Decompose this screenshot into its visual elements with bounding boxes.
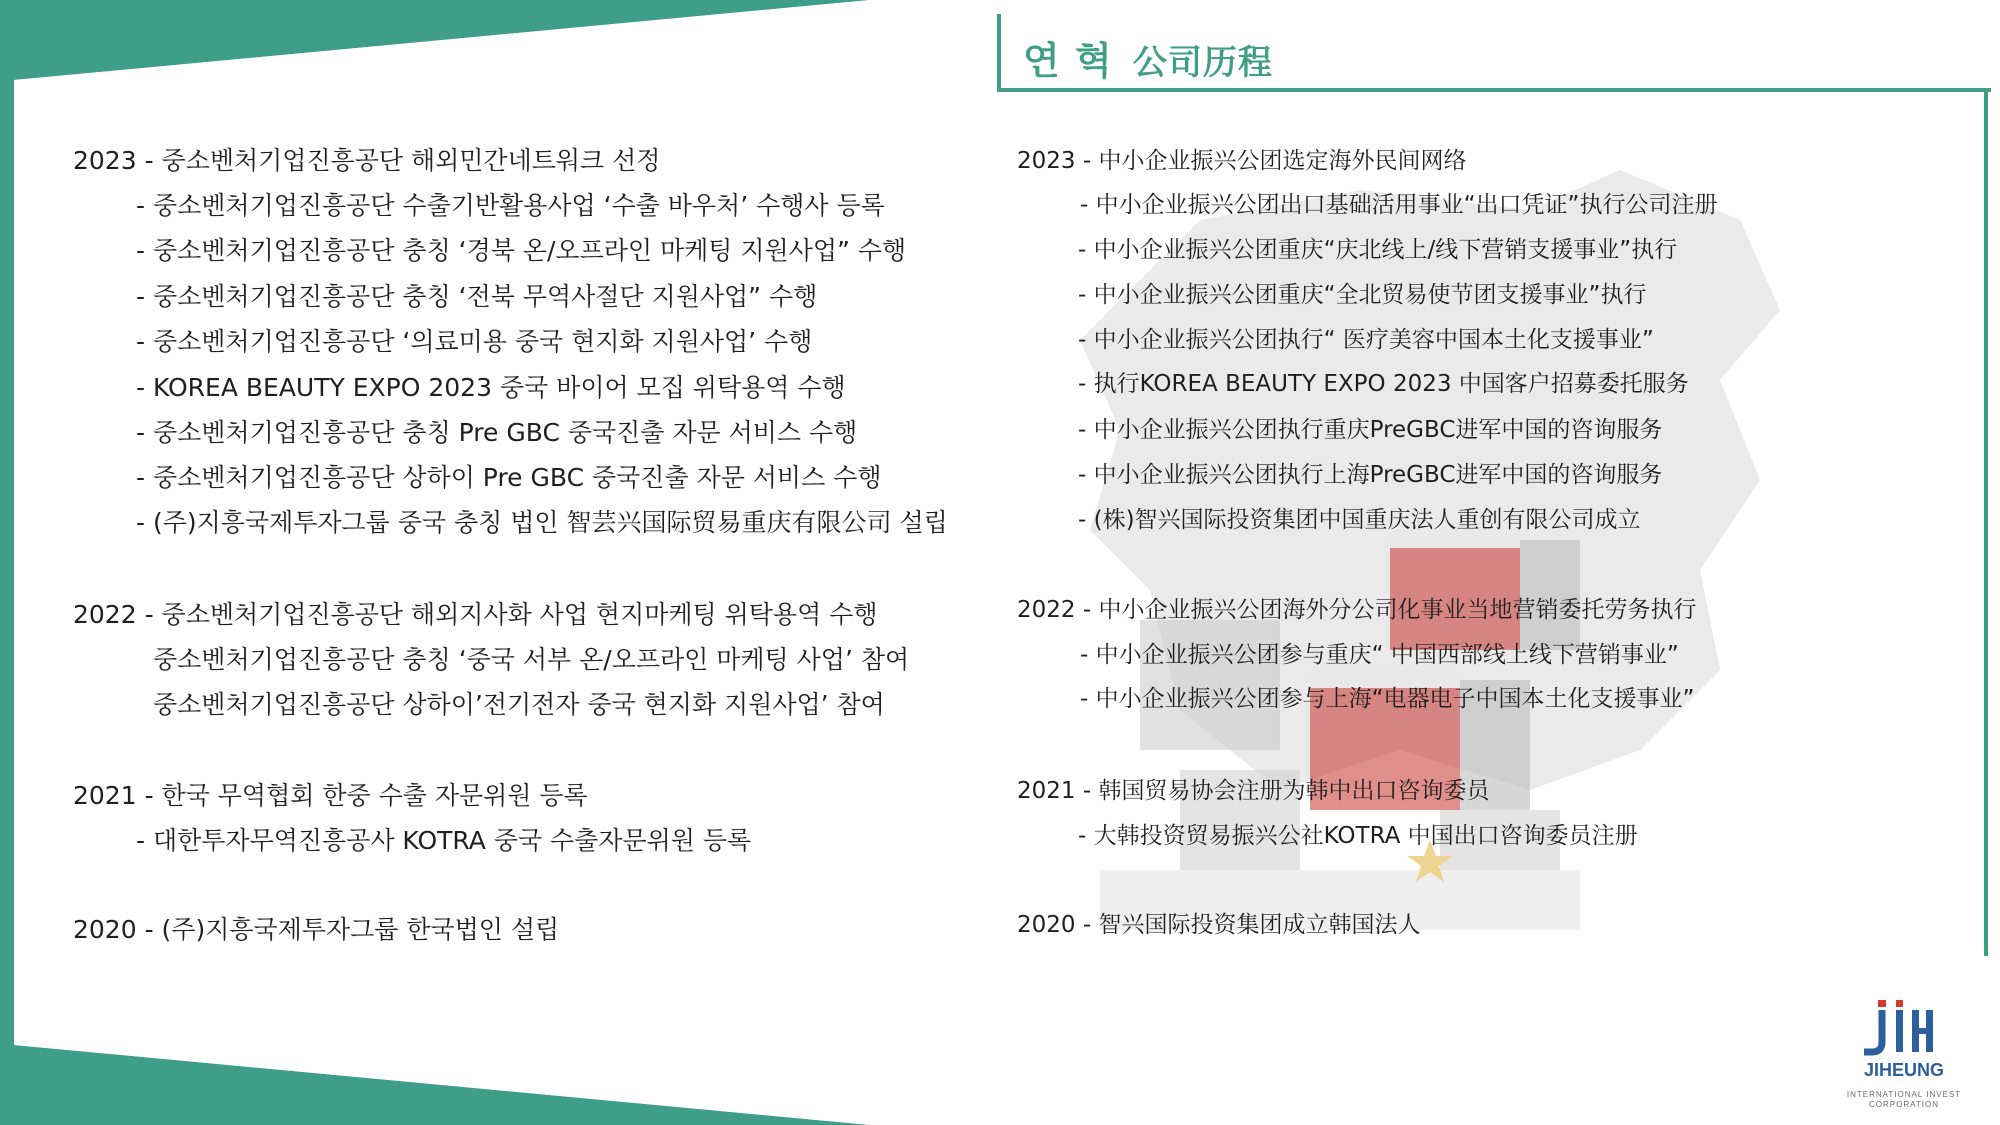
chinese-timeline-line: 2020 - 智兴国际投资集团成立韩国法人 <box>1017 912 1421 938</box>
chinese-timeline-line: - (株)智兴国际投资集团中国重庆法人重创有限公司成立 <box>1078 507 1641 533</box>
chinese-timeline-line: - 执行KOREA BEAUTY EXPO 2023 中国客户招募委托服务 <box>1078 371 1689 397</box>
chinese-timeline-line: - 中小企业振兴公团执行“ 医疗美容中国本土化支援事业” <box>1078 327 1654 353</box>
korean-timeline-line: - 중소벤처기업진흥공단 충칭 ‘경북 온/오프라인 마케팅 지원사업” 수행 <box>136 236 907 265</box>
logo-subtitle-line: CORPORATION <box>1869 1100 1939 1109</box>
chinese-timeline-line: 2022 - 中小企业振兴公团海外分公司化事业当地营销委托劳务执行 <box>1017 597 1697 623</box>
chinese-timeline-line: 2023 - 中小企业振兴公团选定海外民间网络 <box>1017 148 1467 174</box>
chinese-timeline-line: - 大韩投资贸易振兴公社KOTRA 中国出口咨询委员注册 <box>1078 823 1638 849</box>
title-chinese: 公司历程 <box>1132 43 1273 83</box>
logo-subtitle-line: INTERNATIONAL INVEST <box>1846 1090 1962 1099</box>
chinese-timeline-line: - 中小企业振兴公团参与重庆“ 中国西部线上线下营销事业” <box>1080 642 1679 668</box>
logo-subtitle <box>1828 1090 1980 1110</box>
korean-timeline-line: 2023 - 중소벤처기업진흥공단 해외민간네트워크 선정 <box>73 146 661 175</box>
chinese-timeline-line: - 中小企业振兴公团重庆“全北贸易使节团支援事业”执行 <box>1078 282 1647 308</box>
logo-name: JIHEUNG <box>1863 1060 1944 1080</box>
right-border-line <box>1984 88 1988 956</box>
korean-timeline-line: - (주)지흥국제투자그룹 중국 충칭 법인 智芸兴国际贸易重庆有限公司 설립 <box>136 508 948 537</box>
korean-timeline-line: 중소벤처기업진흥공단 상하이’전기전자 중국 현지화 지원사업’ 참여 <box>153 690 885 719</box>
korean-timeline-line: - 중소벤처기업진흥공단 ‘의료미용 중국 현지화 지원사업’ 수행 <box>136 327 813 356</box>
chinese-timeline-line: - 中小企业振兴公团出口基础活用事业“出口凭证”执行公司注册 <box>1080 192 1718 218</box>
korean-timeline-line: 2020 - (주)지흥국제투자그룹 한국법인 설립 <box>73 915 560 944</box>
korean-timeline-line: - 대한투자무역진흥공사 KOTRA 중국 수출자문위원 등록 <box>136 826 752 855</box>
korean-timeline-line: 2021 - 한국 무역협회 한중 수출 자문위원 등록 <box>73 781 588 810</box>
jiheung-logo-mark-icon <box>1828 998 1980 1058</box>
korean-timeline-line: - 중소벤처기업진흥공단 충칭 ‘전북 무역사절단 지원사업” 수행 <box>136 282 818 311</box>
title-box <box>997 14 1991 92</box>
chinese-timeline-line: - 中小企业振兴公团执行重庆PreGBC进军中国的咨询服务 <box>1078 417 1663 443</box>
korean-timeline-line: - 중소벤처기업진흥공단 상하이 Pre GBC 중국진출 자문 서비스 수행 <box>136 463 882 492</box>
chinese-timeline-line: - 中小企业振兴公团参与上海“电器电子中国本土化支援事业” <box>1080 686 1695 712</box>
korean-timeline-line: - 중소벤처기업진흥공단 수출기반활용사업 ‘수출 바우처’ 수행사 등록 <box>136 191 885 220</box>
chinese-timeline-line: 2021 - 韩国贸易协会注册为韩中出口咨询委员 <box>1017 778 1490 804</box>
korean-timeline-line: - 중소벤처기업진흥공단 충칭 Pre GBC 중국진출 자문 서비스 수행 <box>136 418 858 447</box>
korean-timeline-line: 중소벤처기업진흥공단 충칭 ‘중국 서부 온/오프라인 마케팅 사업’ 참여 <box>153 645 910 674</box>
chinese-timeline-line: - 中小企业振兴公团执行上海PreGBC进军中国的咨询服务 <box>1078 462 1663 488</box>
chinese-timeline-line: - 中小企业振兴公团重庆“庆北线上/线下营销支援事业”执行 <box>1078 237 1678 263</box>
page-title <box>1023 30 1273 85</box>
korean-timeline-line: - KOREA BEAUTY EXPO 2023 중국 바이어 모집 위탁용역 수행 <box>136 373 846 402</box>
company-logo <box>1828 998 1980 1118</box>
korean-timeline-line: 2022 - 중소벤처기업진흥공단 해외지사화 사업 현지마케팅 위탁용역 수행 <box>73 600 878 629</box>
title-korean: 연 혁 <box>1023 39 1113 83</box>
